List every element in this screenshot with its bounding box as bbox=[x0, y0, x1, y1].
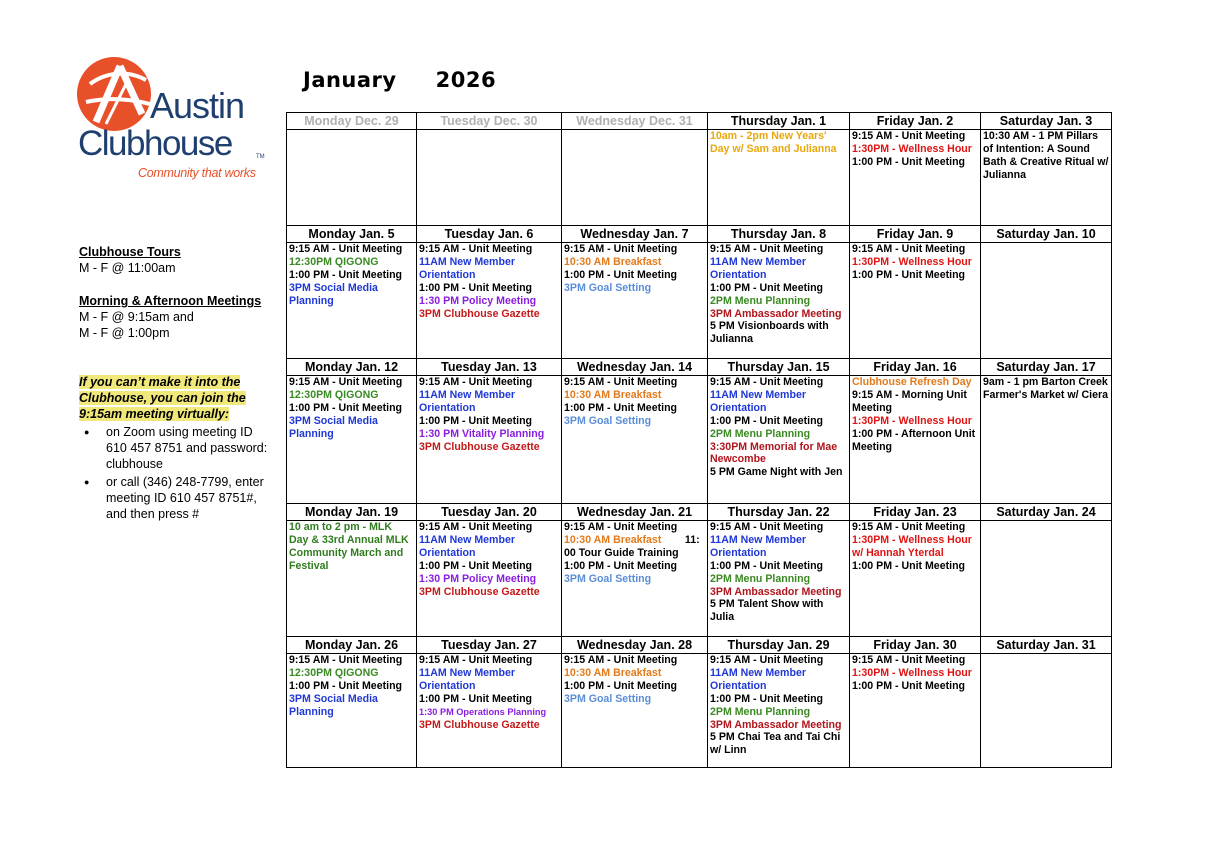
event-entry bbox=[564, 654, 705, 667]
event-text: 10 am to 2 pm - MLK Day & 33rd Annual MLK Community March and Festival bbox=[289, 521, 409, 572]
event-entry bbox=[564, 560, 705, 573]
event-text: 11AM New Member Orientation bbox=[419, 533, 515, 559]
event-text: 12:30PM QIGONG bbox=[289, 388, 379, 401]
event-text: 9:15 AM - Morning Unit Meeting bbox=[852, 388, 967, 414]
event-text: 11AM New Member Orientation bbox=[710, 255, 806, 281]
event-entry bbox=[564, 415, 705, 428]
day-header-thursday-jan-22: Thursday Jan. 22 bbox=[708, 504, 850, 521]
day-cell-thursday-jan-8 bbox=[708, 243, 850, 359]
day-header-friday-jan-2: Friday Jan. 2 bbox=[850, 113, 981, 130]
austin-clubhouse-logo bbox=[76, 54, 266, 184]
event-entry bbox=[419, 706, 559, 719]
event-entry bbox=[564, 402, 705, 415]
day-cell-wednesday-jan-7 bbox=[562, 243, 708, 359]
event-entry bbox=[289, 693, 414, 719]
event-text: 3:30PM Memorial for Mae Newcombe bbox=[710, 440, 838, 466]
day-cell-thursday-jan-1 bbox=[708, 130, 850, 226]
day-cell-friday-jan-30 bbox=[850, 654, 981, 768]
day-cell-tuesday-jan-13 bbox=[417, 376, 562, 504]
event-text: 2PM Menu Planning bbox=[710, 572, 811, 585]
title-month: January bbox=[303, 68, 397, 92]
event-entry bbox=[419, 573, 559, 586]
event-entry bbox=[710, 282, 847, 295]
event-entry bbox=[852, 654, 978, 667]
event-entry bbox=[419, 376, 559, 389]
event-text: 12:30PM QIGONG bbox=[289, 666, 379, 679]
event-text: 11AM New Member Orientation bbox=[419, 255, 515, 281]
week-header-row bbox=[287, 113, 1112, 130]
event-entry bbox=[289, 282, 414, 308]
event-entry bbox=[564, 282, 705, 295]
event-entry bbox=[419, 521, 559, 534]
event-entry bbox=[419, 389, 559, 415]
event-text: 3PM Social Media Planning bbox=[289, 281, 378, 307]
week-events-row bbox=[287, 654, 1112, 768]
event-entry bbox=[710, 667, 847, 693]
day-cell-wednesday-jan-14 bbox=[562, 376, 708, 504]
event-text: 1:30PM - Wellness Hour bbox=[852, 666, 972, 679]
event-entry bbox=[419, 654, 559, 667]
event-text: 3PM Clubhouse Gazette bbox=[419, 718, 540, 731]
event-entry bbox=[289, 415, 414, 441]
event-text: 3PM Clubhouse Gazette bbox=[419, 440, 540, 453]
day-header-thursday-jan-8: Thursday Jan. 8 bbox=[708, 226, 850, 243]
day-header-tuesday-dec-30: Tuesday Dec. 30 bbox=[417, 113, 562, 130]
event-text: 9:15 AM - Unit Meeting bbox=[564, 654, 678, 666]
week-header-row bbox=[287, 637, 1112, 654]
event-entry bbox=[852, 680, 978, 693]
day-header-friday-jan-16: Friday Jan. 16 bbox=[850, 359, 981, 376]
event-entry bbox=[710, 256, 847, 282]
event-entry bbox=[419, 441, 559, 454]
event-entry bbox=[852, 389, 978, 415]
event-text: 3PM Ambassador Meeting bbox=[710, 718, 842, 731]
day-cell-wednesday-jan-28 bbox=[562, 654, 708, 768]
event-entry bbox=[710, 243, 847, 256]
event-entry bbox=[289, 667, 414, 680]
meetings-line-1: M - F @ 9:15am and bbox=[79, 310, 194, 324]
day-header-monday-jan-26: Monday Jan. 26 bbox=[287, 637, 417, 654]
day-cell-saturday-jan-10 bbox=[981, 243, 1112, 359]
title-year: 2026 bbox=[435, 68, 497, 92]
event-text: 1:00 PM - Unit Meeting bbox=[852, 268, 966, 281]
event-text: 5 PM Visionboards with Julianna bbox=[710, 320, 829, 346]
event-entry bbox=[852, 156, 978, 169]
event-text: 9:15 AM - Unit Meeting bbox=[419, 654, 533, 666]
logo-word-austin: Austin bbox=[150, 85, 245, 126]
event-entry bbox=[710, 573, 847, 586]
event-entry bbox=[852, 256, 978, 269]
event-entry bbox=[419, 308, 559, 321]
event-entry bbox=[852, 376, 978, 389]
event-text: 1:00 PM - Unit Meeting bbox=[564, 559, 678, 572]
event-entry bbox=[710, 706, 847, 719]
event-text: 3PM Clubhouse Gazette bbox=[419, 585, 540, 598]
day-cell-saturday-jan-24 bbox=[981, 521, 1112, 637]
event-entry bbox=[852, 269, 978, 282]
day-header-tuesday-jan-20: Tuesday Jan. 20 bbox=[417, 504, 562, 521]
event-entry bbox=[564, 693, 705, 706]
event-text: 9:15 AM - Unit Meeting bbox=[852, 130, 966, 142]
event-entry bbox=[564, 680, 705, 693]
event-entry bbox=[852, 521, 978, 534]
event-entry bbox=[710, 441, 847, 467]
event-text: 9:15 AM - Unit Meeting bbox=[419, 243, 533, 255]
logo-word-clubhouse: Clubhouse bbox=[78, 124, 232, 163]
event-entry bbox=[564, 376, 705, 389]
event-text: 1:00 PM - Unit Meeting bbox=[852, 559, 966, 572]
event-entry bbox=[710, 731, 847, 757]
event-entry bbox=[852, 534, 978, 560]
event-text: Clubhouse Refresh Day bbox=[852, 376, 972, 388]
event-text: 5 PM Talent Show with Julia bbox=[710, 598, 824, 624]
event-text: 1:00 PM - Unit Meeting bbox=[710, 692, 824, 705]
event-text: 3PM Social Media Planning bbox=[289, 692, 378, 718]
week-header-row bbox=[287, 359, 1112, 376]
event-entry bbox=[710, 534, 847, 560]
day-cell-monday-jan-19 bbox=[287, 521, 417, 637]
event-entry bbox=[289, 654, 414, 667]
day-cell-wednesday-jan-21 bbox=[562, 521, 708, 637]
day-cell-saturday-jan-17 bbox=[981, 376, 1112, 504]
event-text: 9:15 AM - Unit Meeting bbox=[710, 376, 824, 388]
event-entry bbox=[564, 256, 705, 269]
meetings-info bbox=[79, 293, 269, 341]
virtual-options-list bbox=[82, 424, 272, 524]
event-entry bbox=[419, 282, 559, 295]
event-entry bbox=[710, 654, 847, 667]
event-text: 1:00 PM - Unit Meeting bbox=[710, 559, 824, 572]
day-header-saturday-jan-3: Saturday Jan. 3 bbox=[981, 113, 1112, 130]
event-entry bbox=[289, 389, 414, 402]
day-header-monday-jan-12: Monday Jan. 12 bbox=[287, 359, 417, 376]
week-events-row bbox=[287, 376, 1112, 504]
event-text: 11AM New Member Orientation bbox=[710, 666, 806, 692]
day-header-saturday-jan-31: Saturday Jan. 31 bbox=[981, 637, 1112, 654]
event-entry bbox=[564, 667, 705, 680]
event-entry bbox=[419, 295, 559, 308]
day-cell-wednesday-dec-31 bbox=[562, 130, 708, 226]
day-header-friday-jan-30: Friday Jan. 30 bbox=[850, 637, 981, 654]
event-entry bbox=[710, 521, 847, 534]
day-header-saturday-jan-10: Saturday Jan. 10 bbox=[981, 226, 1112, 243]
event-entry bbox=[419, 534, 559, 560]
event-entry bbox=[852, 667, 978, 680]
event-text: 1:30 PM Vitality Planning bbox=[419, 427, 545, 440]
day-header-saturday-jan-24: Saturday Jan. 24 bbox=[981, 504, 1112, 521]
day-header-thursday-jan-29: Thursday Jan. 29 bbox=[708, 637, 850, 654]
event-entry bbox=[419, 667, 559, 693]
event-entry bbox=[710, 598, 847, 624]
day-cell-tuesday-dec-30 bbox=[417, 130, 562, 226]
event-text: 10:30 AM Breakfast bbox=[564, 533, 662, 546]
event-text: 9:15 AM - Unit Meeting bbox=[852, 654, 966, 666]
event-text: 1:30 PM Policy Meeting bbox=[419, 572, 537, 585]
virtual-note bbox=[79, 374, 259, 422]
event-text: 2PM Menu Planning bbox=[710, 427, 811, 440]
day-header-monday-jan-19: Monday Jan. 19 bbox=[287, 504, 417, 521]
day-cell-tuesday-jan-20 bbox=[417, 521, 562, 637]
event-text: 9:15 AM - Unit Meeting bbox=[710, 243, 824, 255]
event-text: 1:00 PM - Unit Meeting bbox=[852, 679, 966, 692]
event-text: 2PM Menu Planning bbox=[710, 294, 811, 307]
event-text: 3PM Goal Setting bbox=[564, 281, 652, 294]
event-entry bbox=[710, 415, 847, 428]
event-text: 1:00 PM - Unit Meeting bbox=[852, 155, 966, 168]
event-text: 9:15 AM - Unit Meeting bbox=[564, 376, 678, 388]
event-text: 9:15 AM - Unit Meeting bbox=[419, 521, 533, 533]
event-entry bbox=[564, 534, 705, 547]
event-entry bbox=[419, 415, 559, 428]
event-entry bbox=[289, 376, 414, 389]
event-text: 1:00 PM - Unit Meeting bbox=[419, 692, 533, 705]
event-entry bbox=[564, 243, 705, 256]
day-header-wednesday-dec-31: Wednesday Dec. 31 bbox=[562, 113, 708, 130]
event-entry bbox=[289, 243, 414, 256]
virtual-note-text: If you can’t make it into the Clubhouse, you can join the 9:15am meeting virtually: bbox=[79, 375, 246, 421]
event-text: 10:30 AM Breakfast bbox=[564, 255, 662, 268]
event-text: 9:15 AM - Unit Meeting bbox=[564, 243, 678, 255]
event-text: 5 PM Chai Tea and Tai Chi w/ Linn bbox=[710, 731, 841, 757]
event-entry bbox=[419, 428, 559, 441]
day-cell-tuesday-jan-6 bbox=[417, 243, 562, 359]
event-text: 11AM New Member Orientation bbox=[419, 388, 515, 414]
event-entry bbox=[289, 269, 414, 282]
event-text: 1:00 PM - Unit Meeting bbox=[564, 268, 678, 281]
event-text: 10:30 AM Breakfast bbox=[564, 388, 662, 401]
event-text: 12:30PM QIGONG bbox=[289, 255, 379, 268]
event-entry bbox=[710, 308, 847, 321]
day-header-tuesday-jan-6: Tuesday Jan. 6 bbox=[417, 226, 562, 243]
week-events-row bbox=[287, 521, 1112, 637]
event-entry bbox=[710, 130, 847, 156]
event-entry bbox=[852, 560, 978, 573]
virtual-option-zoom: ● on Zoom using meeting ID 610 457 8751 and password: clubhouse bbox=[82, 424, 272, 472]
event-entry bbox=[710, 466, 847, 479]
day-header-wednesday-jan-21: Wednesday Jan. 21 bbox=[562, 504, 708, 521]
event-text: 9:15 AM - Unit Meeting bbox=[710, 654, 824, 666]
day-header-monday-dec-29: Monday Dec. 29 bbox=[287, 113, 417, 130]
event-text: 3PM Clubhouse Gazette bbox=[419, 307, 540, 320]
event-entry bbox=[710, 693, 847, 706]
event-text-tail: 11: bbox=[661, 533, 700, 546]
event-text: 00 Tour Guide Training bbox=[564, 546, 679, 559]
event-entry bbox=[419, 586, 559, 599]
event-text: 2PM Menu Planning bbox=[710, 705, 811, 718]
event-text: 10:30 AM Breakfast bbox=[564, 666, 662, 679]
event-text: 1:00 PM - Unit Meeting bbox=[289, 268, 403, 281]
event-text: 3PM Goal Setting bbox=[564, 572, 652, 585]
event-text: 3PM Goal Setting bbox=[564, 692, 652, 705]
event-text: 3PM Ambassador Meeting bbox=[710, 307, 842, 320]
event-entry bbox=[710, 376, 847, 389]
event-entry bbox=[710, 560, 847, 573]
event-entry bbox=[564, 269, 705, 282]
event-text: 11AM New Member Orientation bbox=[710, 533, 806, 559]
event-entry bbox=[710, 295, 847, 308]
day-header-wednesday-jan-28: Wednesday Jan. 28 bbox=[562, 637, 708, 654]
event-text: 9:15 AM - Unit Meeting bbox=[852, 243, 966, 255]
day-header-friday-jan-23: Friday Jan. 23 bbox=[850, 504, 981, 521]
day-header-wednesday-jan-7: Wednesday Jan. 7 bbox=[562, 226, 708, 243]
calendar-grid bbox=[286, 112, 1112, 768]
day-header-saturday-jan-17: Saturday Jan. 17 bbox=[981, 359, 1112, 376]
event-entry bbox=[710, 320, 847, 346]
event-entry bbox=[419, 256, 559, 282]
event-text: 9:15 AM - Unit Meeting bbox=[564, 521, 678, 533]
event-text: 1:00 PM - Unit Meeting bbox=[419, 414, 533, 427]
event-text: 5 PM Game Night with Jen bbox=[710, 466, 843, 479]
week-events-row bbox=[287, 130, 1112, 226]
event-entry bbox=[564, 547, 705, 560]
event-text: 10:30 AM - 1 PM Pillars of Intention: A Sound Bath & Creative Ritual w/ Julianna bbox=[983, 130, 1109, 181]
day-cell-thursday-jan-15 bbox=[708, 376, 850, 504]
event-text: 9:15 AM - Unit Meeting bbox=[289, 243, 403, 255]
day-cell-friday-jan-2 bbox=[850, 130, 981, 226]
day-cell-monday-dec-29 bbox=[287, 130, 417, 226]
day-cell-monday-jan-5 bbox=[287, 243, 417, 359]
event-entry bbox=[710, 586, 847, 599]
calendar-title bbox=[303, 68, 496, 92]
meetings-line-2: M - F @ 1:00pm bbox=[79, 326, 170, 340]
event-text: 1:00 PM - Unit Meeting bbox=[419, 281, 533, 294]
event-entry bbox=[852, 415, 978, 428]
event-entry bbox=[852, 428, 978, 454]
event-text: 1:00 PM - Unit Meeting bbox=[710, 414, 824, 427]
day-cell-monday-jan-26 bbox=[287, 654, 417, 768]
event-text: 11AM New Member Orientation bbox=[419, 666, 515, 692]
event-entry bbox=[564, 389, 705, 402]
event-entry bbox=[983, 376, 1109, 402]
event-text: 1:30PM - Wellness Hour bbox=[852, 414, 972, 427]
virtual-option-phone: ● or call (346) 248-7799, enter meeting ID 610 457 8751#, and then press # bbox=[82, 474, 272, 522]
event-entry bbox=[710, 428, 847, 441]
event-text: 9am - 1 pm Barton Creek Farmer's Market w/ Ciera bbox=[983, 376, 1108, 401]
event-text: 3PM Goal Setting bbox=[564, 414, 652, 427]
event-entry bbox=[419, 243, 559, 256]
day-header-wednesday-jan-14: Wednesday Jan. 14 bbox=[562, 359, 708, 376]
week-header-row bbox=[287, 226, 1112, 243]
event-text: 9:15 AM - Unit Meeting bbox=[289, 654, 403, 666]
week-events-row bbox=[287, 243, 1112, 359]
event-text: 1:00 PM - Unit Meeting bbox=[710, 281, 824, 294]
event-text: 1:30PM - Wellness Hour bbox=[852, 255, 972, 268]
event-entry bbox=[419, 693, 559, 706]
logo-tagline: Community that works bbox=[138, 166, 256, 180]
event-entry bbox=[289, 402, 414, 415]
tours-time: M - F @ 11:00am bbox=[79, 261, 176, 275]
day-cell-tuesday-jan-27 bbox=[417, 654, 562, 768]
event-text: 1:30PM - Wellness Hour w/ Hannah Yterdal bbox=[852, 533, 972, 559]
event-entry bbox=[852, 243, 978, 256]
event-entry bbox=[983, 130, 1109, 182]
day-cell-saturday-jan-31 bbox=[981, 654, 1112, 768]
event-text: 1:00 PM - Afternoon Unit Meeting bbox=[852, 427, 976, 453]
event-text: 1:00 PM - Unit Meeting bbox=[289, 401, 403, 414]
day-cell-friday-jan-16 bbox=[850, 376, 981, 504]
day-cell-friday-jan-23 bbox=[850, 521, 981, 637]
event-entry bbox=[710, 389, 847, 415]
logo-mark-icon bbox=[76, 54, 156, 134]
event-entry bbox=[289, 680, 414, 693]
event-text: 9:15 AM - Unit Meeting bbox=[419, 376, 533, 388]
event-entry bbox=[289, 521, 414, 573]
day-cell-saturday-jan-3 bbox=[981, 130, 1112, 226]
event-text: 9:15 AM - Unit Meeting bbox=[710, 521, 824, 533]
event-entry bbox=[419, 560, 559, 573]
event-text: 1:00 PM - Unit Meeting bbox=[564, 679, 678, 692]
day-header-monday-jan-5: Monday Jan. 5 bbox=[287, 226, 417, 243]
event-entry bbox=[564, 521, 705, 534]
event-entry bbox=[710, 719, 847, 732]
event-text: 1:30 PM Operations Planning bbox=[419, 706, 547, 717]
event-text: 3PM Social Media Planning bbox=[289, 414, 378, 440]
event-entry bbox=[419, 719, 559, 732]
event-entry bbox=[852, 130, 978, 143]
event-text: 11AM New Member Orientation bbox=[710, 388, 806, 414]
day-header-thursday-jan-15: Thursday Jan. 15 bbox=[708, 359, 850, 376]
event-text: 9:15 AM - Unit Meeting bbox=[289, 376, 403, 388]
event-text: 9:15 AM - Unit Meeting bbox=[852, 521, 966, 533]
day-cell-friday-jan-9 bbox=[850, 243, 981, 359]
event-entry bbox=[852, 143, 978, 156]
day-header-friday-jan-9: Friday Jan. 9 bbox=[850, 226, 981, 243]
logo-trademark: TM bbox=[256, 154, 265, 160]
day-header-tuesday-jan-13: Tuesday Jan. 13 bbox=[417, 359, 562, 376]
day-cell-thursday-jan-29 bbox=[708, 654, 850, 768]
tours-heading: Clubhouse Tours bbox=[79, 245, 181, 259]
event-text: 1:00 PM - Unit Meeting bbox=[289, 679, 403, 692]
tours-info bbox=[79, 244, 269, 276]
event-entry bbox=[289, 256, 414, 269]
event-text: 3PM Ambassador Meeting bbox=[710, 585, 842, 598]
day-cell-monday-jan-12 bbox=[287, 376, 417, 504]
event-entry bbox=[564, 573, 705, 586]
event-text: 10am - 2pm New Years' Day w/ Sam and Julianna bbox=[710, 130, 837, 155]
day-header-tuesday-jan-27: Tuesday Jan. 27 bbox=[417, 637, 562, 654]
day-cell-thursday-jan-22 bbox=[708, 521, 850, 637]
day-header-thursday-jan-1: Thursday Jan. 1 bbox=[708, 113, 850, 130]
event-text: 1:00 PM - Unit Meeting bbox=[564, 401, 678, 414]
event-text: 1:00 PM - Unit Meeting bbox=[419, 559, 533, 572]
week-header-row bbox=[287, 504, 1112, 521]
event-text: 1:30 PM Policy Meeting bbox=[419, 294, 537, 307]
meetings-heading: Morning & Afternoon Meetings bbox=[79, 294, 262, 308]
event-text: 1:30PM - Wellness Hour bbox=[852, 142, 972, 155]
